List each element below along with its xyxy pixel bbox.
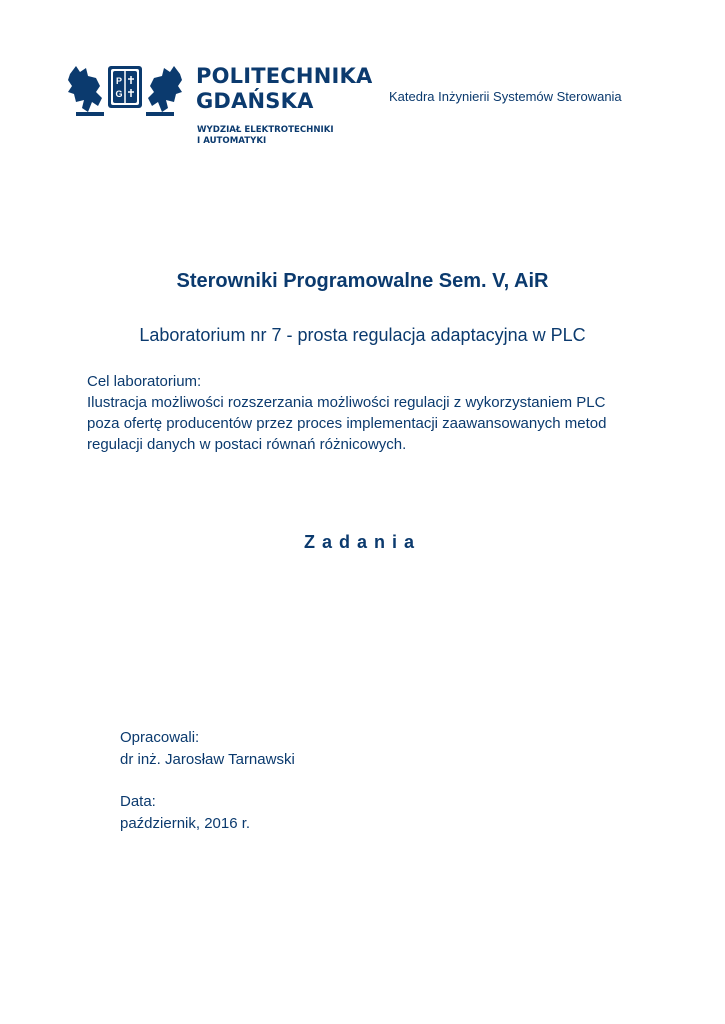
lab-goal-line-3: regulacji danych w postaci równań różnicowych. bbox=[87, 436, 407, 453]
author-name: dr inż. Jarosław Tarnawski bbox=[120, 751, 295, 768]
tasks-heading: Zadania bbox=[303, 532, 422, 552]
department-name: Katedra Inżynierii Systemów Sterowania bbox=[389, 89, 622, 104]
date-value: październik, 2016 r. bbox=[120, 815, 251, 832]
lab-goal-line-2: poza ofertę producentów przez proces implementacji zaawansowanych metod bbox=[87, 415, 607, 432]
lab-goal-section bbox=[87, 371, 667, 455]
university-name bbox=[196, 64, 372, 114]
crest-letter-g: G bbox=[115, 89, 123, 99]
date-label: Data: bbox=[120, 793, 156, 810]
faculty-name-line1: WYDZIAŁ ELEKTROTECHNIKI bbox=[197, 125, 334, 135]
faculty-name bbox=[197, 125, 334, 147]
document-subtitle: Laboratorium nr 7 - prosta regulacja adaptacyjna w PLC bbox=[139, 325, 586, 345]
date-section bbox=[120, 791, 250, 835]
crest-letter-p: P bbox=[115, 76, 123, 86]
lab-goal-line-1: Ilustracja możliwości rozszerzania możliwości regulacji z wykorzystaniem PLC bbox=[87, 394, 606, 411]
university-crest-icon bbox=[66, 62, 184, 118]
authors-label: Opracowali: bbox=[120, 729, 200, 746]
authors-section bbox=[120, 727, 295, 771]
university-name-line1: POLITECHNIKA bbox=[196, 64, 373, 88]
university-logo bbox=[66, 62, 373, 152]
lab-goal-label: Cel laboratorium: bbox=[87, 373, 202, 390]
document-title: Sterowniki Programowalne Sem. V, AiR bbox=[176, 270, 549, 292]
university-name-line2: GDAŃSKA bbox=[196, 89, 314, 113]
faculty-name-line2: I AUTOMATYKI bbox=[197, 136, 267, 146]
